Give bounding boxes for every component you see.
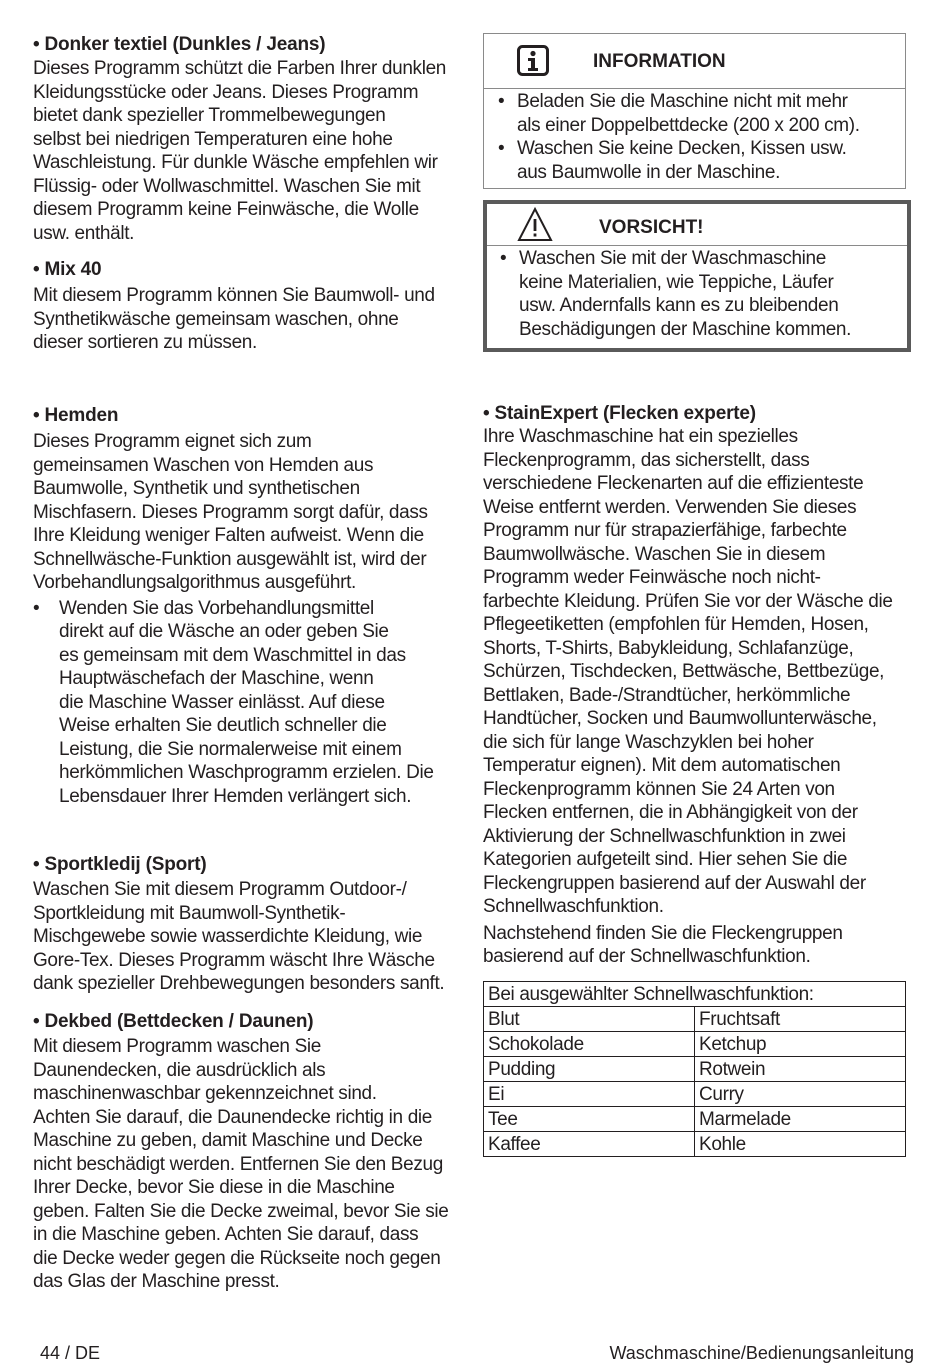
text-line: Shorts, T-Shirts, Babykleidung, Schlafanzüge,: [483, 637, 854, 659]
text-line: Flecken entfernen, die in Abhängigkeit von der: [483, 802, 858, 823]
table-row: [484, 1132, 906, 1157]
text-line: geben. Falten Sie die Decke zweimal, bevor Sie sie: [33, 1200, 449, 1222]
text-line: usw. Andernfalls kann es zu bleibenden: [519, 295, 839, 316]
text-line: Lebensdauer Ihrer Hemden verlängert sich.: [59, 785, 412, 807]
section-stainexpert: [483, 402, 923, 969]
text-line: Mischgewebe sowie wasserdichte Kleidung, wie: [33, 926, 423, 947]
text-line: Mit diesem Programm waschen Sie: [33, 1036, 321, 1057]
text-line: Fleckenprogramm, das sicherstellt, dass: [483, 449, 810, 471]
stain-groups-table: [483, 981, 906, 1157]
text-line: in die Maschine geben. Achten Sie darauf, dass: [33, 1224, 419, 1245]
text-line: Aktivierung der Schnellwaschfunktion in zwei: [483, 825, 846, 847]
text-line: farbechte Kleidung. Prüfen Sie vor der Wäsche die: [483, 590, 893, 612]
text-line: dank spezieller Drehbewegungen besonders sanft.: [33, 973, 445, 994]
table-header: Bei ausgewählter Schnellwaschfunktion:: [484, 982, 906, 1007]
text-line: Ihrer Decke, bevor Sie diese in die Maschine: [33, 1177, 395, 1198]
section-heading: • Mix 40: [33, 259, 102, 280]
warning-triangle-icon: [516, 206, 554, 243]
text-line: Baumwolle, Synthetik und synthetischen: [33, 478, 360, 499]
table-cell: Kaffee: [484, 1132, 695, 1157]
warning-title: VORSICHT!: [599, 217, 704, 238]
information-box-header: [484, 34, 905, 89]
text-line: Kleidungsstücke oder Jeans. Dieses Programm: [33, 81, 419, 103]
table-cell: Blut: [484, 1007, 695, 1032]
text-line: Programm nur für strapazierfähige, farbechte: [483, 520, 847, 541]
text-line: Fleckengruppen basierend auf der Auswahl der: [483, 872, 866, 894]
warning-list: [500, 247, 903, 341]
bullet: •: [33, 597, 40, 619]
text-line: gemeinsamen Waschen von Hemden aus: [33, 454, 374, 476]
text-line: Weise entfernt werden. Verwenden Sie dieses: [483, 496, 857, 518]
list-item: [500, 247, 903, 341]
text-line: Waschen Sie mit diesem Programm Outdoor-/: [33, 879, 407, 900]
text-line: die sich für lange Waschzyklen bei hoher: [483, 731, 814, 753]
text-line: Flüssig- oder Wollwaschmittel. Waschen Sie mit: [33, 175, 421, 197]
text-line: aus Baumwolle in der Maschine.: [517, 161, 781, 183]
text-line: selbst bei niedrigen Temperaturen eine hohe: [33, 128, 393, 150]
table-cell: Kohle: [695, 1132, 906, 1157]
text-line: dieser sortieren zu müssen.: [33, 332, 257, 353]
text-line: Bettlaken, Bade-/Strandtücher, herkömmliche: [483, 684, 851, 706]
warning-box-header: [487, 204, 907, 246]
text-line: Beschädigungen der Maschine kommen.: [519, 318, 852, 340]
table-row: [484, 1032, 906, 1057]
section-mix-40: [33, 258, 473, 355]
text-line: Waschleistung. Für dunkle Wäsche empfehlen wir: [33, 152, 438, 173]
table-row: [484, 1007, 906, 1032]
info-icon: [517, 45, 549, 76]
text-line: Dieses Programm schützt die Farben Ihrer dunklen: [33, 58, 447, 79]
text-line: Waschen Sie mit der Waschmaschine: [519, 248, 826, 269]
text-line: Pflegeetiketten (empfohlen für Hemden, Hosen,: [483, 614, 869, 635]
text-line: Beladen Sie die Maschine nicht mit mehr: [517, 91, 848, 112]
text-line: basierend auf der Schnellwaschfunktion.: [483, 946, 811, 967]
text-line: Wenden Sie das Vorbehandlungsmittel: [59, 597, 374, 619]
list-item: [33, 597, 473, 809]
text-line: nicht beschädigt werden. Entfernen Sie den Bezug: [33, 1153, 443, 1175]
paragraph: [483, 922, 923, 969]
text-line: maschinenwaschbar gekennzeichnet sind.: [33, 1083, 377, 1104]
text-line: Sportkleidung mit Baumwoll-Synthetik-: [33, 902, 346, 924]
text-line: die Decke weder gegen die Rückseite noch gegen: [33, 1247, 441, 1269]
text-line: keine Materialien, wie Teppiche, Läufer: [519, 271, 834, 293]
manual-title: Waschmaschine/Bedienungsanleitung: [609, 1343, 914, 1363]
bullet: •: [500, 248, 507, 269]
text-line: Mischfasern. Dieses Programm sorgt dafür, dass: [33, 501, 428, 523]
page-number: 44 / DE: [40, 1343, 101, 1363]
text-line: es gemeinsam mit dem Waschmittel in das: [59, 644, 406, 666]
text-line: Baumwollwäsche. Waschen Sie in diesem: [483, 543, 826, 565]
paragraph: [33, 1035, 473, 1294]
section-heading: • Hemden: [33, 405, 119, 426]
section-hemden: [33, 404, 473, 808]
list-item: [498, 90, 899, 137]
text-line: Hauptwäschefach der Maschine, wenn: [59, 668, 374, 689]
text-line: Gore-Tex. Dieses Programm wäscht Ihre Wäsche: [33, 949, 435, 971]
text-line: Temperatur eignen). Mit dem automatischen: [483, 755, 841, 776]
bullet: •: [498, 138, 505, 159]
text-line: als einer Doppelbettdecke (200 x 200 cm).: [517, 114, 860, 136]
text-line: Achten Sie darauf, die Daunendecke richtig in die: [33, 1106, 433, 1128]
text-line: Programm weder Feinwäsche noch nicht-: [483, 567, 821, 588]
table-cell: Schokolade: [484, 1032, 695, 1057]
text-line: Weise erhalten Sie deutlich schneller die: [59, 715, 387, 736]
text-line: diesem Programm keine Feinwäsche, die Wolle: [33, 199, 419, 220]
text-line: direkt auf die Wäsche an oder geben Sie: [59, 621, 389, 642]
section-donker-textiel: [33, 33, 473, 245]
paragraph: [33, 430, 473, 595]
section-sportkledij: [33, 853, 473, 996]
list-item: [498, 137, 899, 184]
bullet: •: [498, 91, 505, 112]
table-cell: Ei: [484, 1082, 695, 1107]
text-line: Ihre Kleidung weniger Falten aufweist. Wenn die: [33, 525, 424, 546]
table-header-row: [484, 982, 906, 1007]
text-line: Fleckenprogramm können Sie 24 Arten von: [483, 778, 835, 800]
section-heading: • Sportkledij (Sport): [33, 854, 207, 875]
text-line: Maschine zu geben, damit Maschine und Decke: [33, 1130, 423, 1151]
information-title: INFORMATION: [593, 51, 726, 72]
table-cell: Curry: [695, 1082, 906, 1107]
information-box: [483, 33, 906, 189]
paragraph: [33, 57, 473, 245]
text-line: Synthetikwäsche gemeinsam waschen, ohne: [33, 308, 399, 330]
text-line: bietet dank spezieller Trommelbewegungen: [33, 105, 386, 126]
paragraph: [33, 284, 473, 355]
text-line: verschiedene Fleckenarten auf die effizienteste: [483, 473, 864, 494]
table-row: [484, 1107, 906, 1132]
table-row: [484, 1082, 906, 1107]
text-line: Kategorien aufgeteilt sind. Hier sehen Sie die: [483, 849, 848, 870]
text-line: Ihre Waschmaschine hat ein spezielles: [483, 426, 798, 447]
text-line: Schürzen, Tischdecken, Bettwäsche, Bettbezüge,: [483, 661, 885, 682]
text-line: Leistung, die Sie normalerweise mit einem: [59, 738, 402, 760]
table-cell: Fruchtsaft: [695, 1007, 906, 1032]
text-line: usw. enthält.: [33, 222, 135, 244]
paragraph: [33, 878, 473, 996]
text-line: Daunendecken, die ausdrücklich als: [33, 1059, 326, 1081]
table-cell: Ketchup: [695, 1032, 906, 1057]
table-cell: Tee: [484, 1107, 695, 1132]
section-heading: • StainExpert (Flecken experte): [483, 403, 756, 424]
section-heading: • Donker textiel (Dunkles / Jeans): [33, 34, 326, 55]
text-line: herkömmlichen Waschprogramm erzielen. Die: [59, 762, 434, 783]
text-line: Schnellwäsche-Funktion ausgewählt ist, wird der: [33, 548, 427, 570]
table-cell: Pudding: [484, 1057, 695, 1082]
text-line: Mit diesem Programm können Sie Baumwoll- und: [33, 285, 435, 306]
text-line: Dieses Programm eignet sich zum: [33, 431, 312, 452]
table-cell: Marmelade: [695, 1107, 906, 1132]
information-list: [498, 90, 899, 184]
text-line: Vorbehandlungsalgorithmus ausgeführt.: [33, 572, 356, 593]
text-line: Handtücher, Socken und Baumwollunterwäsche,: [483, 708, 877, 729]
section-heading: • Dekbed (Bettdecken / Daunen): [33, 1011, 314, 1032]
warning-box: [483, 200, 911, 352]
text-line: das Glas der Maschine presst.: [33, 1271, 280, 1292]
section-dekbed: [33, 1010, 473, 1294]
paragraph: [483, 425, 923, 919]
table-row: [484, 1057, 906, 1082]
table-cell: Rotwein: [695, 1057, 906, 1082]
text-line: Waschen Sie keine Decken, Kissen usw.: [517, 138, 847, 159]
text-line: Nachstehend finden Sie die Fleckengruppen: [483, 922, 843, 944]
text-line: die Maschine Wasser einlässt. Auf diese: [59, 691, 385, 713]
text-line: Schnellwaschfunktion.: [483, 896, 664, 917]
